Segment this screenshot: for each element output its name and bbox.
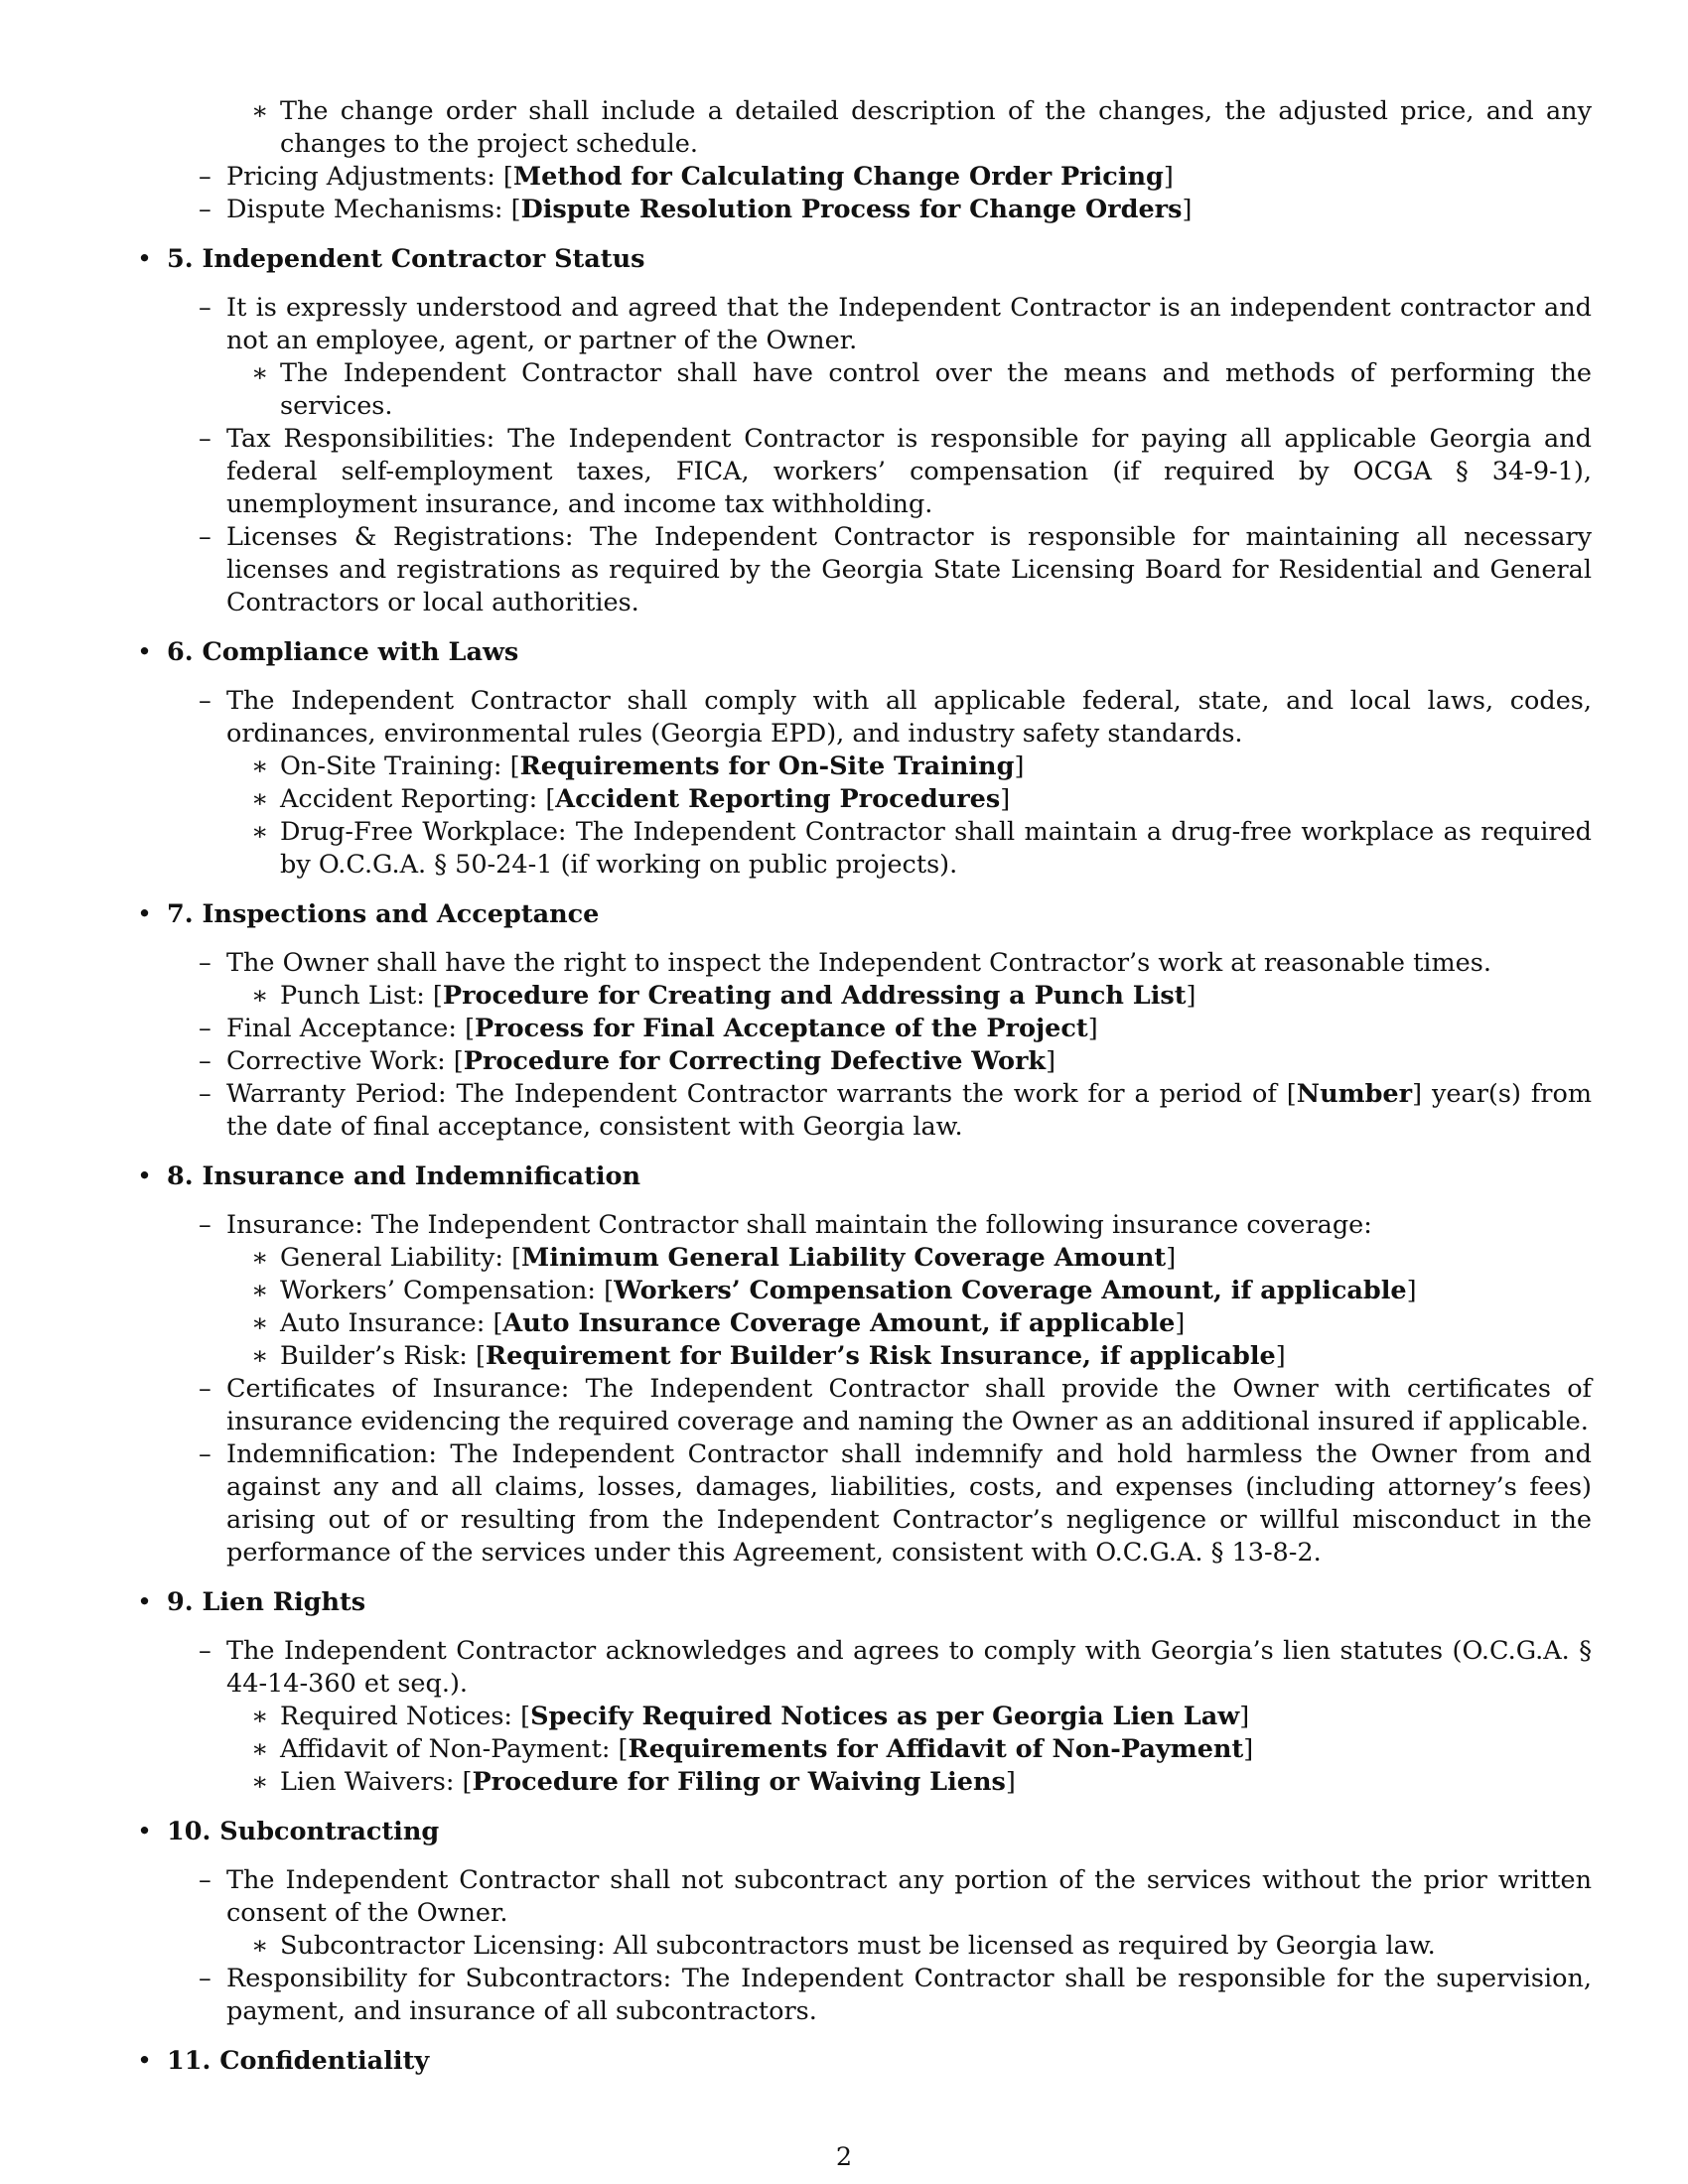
bullet-icon: • — [137, 2046, 153, 2076]
item-text: The Owner shall have the right to inspect the Independent Contractor’s work at reasonable times. — [226, 948, 1491, 978]
sub-item — [137, 1963, 1592, 2028]
item-text: The Independent Contractor shall not subcontract any portion of the services without the prior written consent of the Owner. — [226, 1865, 1592, 1928]
section-heading — [137, 1816, 1592, 1848]
item-label: Corrective Work: — [226, 1046, 446, 1076]
sub-sub-item — [137, 816, 1592, 882]
item-text: Tax Responsibilities: The Independent Contractor is responsible for paying all applicable Georgia and federal self-employment taxes, FICA, workers’ compensation (if required by OCGA § 34-9-1), unemployment insurance, and income tax withholding. — [226, 424, 1592, 519]
section-body — [137, 1635, 1592, 1799]
item-text: The Independent Contractor acknowledges and agrees to comply with Georgia’s lien statutes (O.C.G.A. § 44-14-360 et seq.). — [226, 1636, 1592, 1699]
dash-bullet-icon: – — [199, 1079, 211, 1109]
document-body — [137, 95, 1592, 2094]
item-label: Lien Waivers: — [280, 1767, 455, 1797]
item-label: Workers’ Compensation: — [280, 1276, 596, 1305]
placeholder-field: Auto Insurance Coverage Amount, if applicable — [502, 1308, 1176, 1338]
dash-bullet-icon: – — [199, 1210, 211, 1240]
sub-sub-item: ∗ Auto Insurance: [Auto Insurance Coverage Amount, if applicable] — [251, 1308, 1186, 1338]
bullet-icon: • — [137, 244, 153, 274]
section-title: 7. Inspections and Acceptance — [167, 899, 600, 929]
asterisk-bullet-icon: ∗ — [251, 751, 269, 781]
section-title: 6. Compliance with Laws — [167, 637, 519, 667]
item-text: Indemnification: The Independent Contractor shall indemnify and hold harmless the Owner from and against any and all claims, losses, damages, liabilities, costs, and expenses (including attorney’s fees) arising out of or resulting from the Independent Contractor’s negligence or willful misconduct in the performance of the services under this Agreement, consistent with O.C.G.A. § 13-8-2. — [226, 1439, 1592, 1568]
asterisk-bullet-icon: ∗ — [251, 1308, 269, 1338]
section-heading — [137, 636, 1592, 669]
asterisk-bullet-icon: ∗ — [251, 1767, 269, 1797]
item-text: Licenses & Registrations: The Independent Contractor is responsible for maintaining all necessary licenses and registrations as required by the Georgia State Licensing Board for Residential and General Contractors or local authorities. — [226, 522, 1592, 617]
asterisk-bullet-icon: ∗ — [251, 981, 269, 1011]
section-heading — [137, 243, 1592, 276]
asterisk-bullet-icon: ∗ — [251, 1341, 269, 1371]
placeholder-field: Process for Final Acceptance of the Project — [475, 1014, 1088, 1043]
sub-sub-item — [137, 95, 1592, 161]
item-label: Dispute Mechanisms: — [226, 195, 503, 224]
asterisk-bullet-icon: ∗ — [251, 1243, 269, 1273]
item-text: The Independent Contractor shall comply with all applicable federal, state, and local laws, codes, ordinances, environmental rules (Georgia EPD), and industry safety standards. — [226, 686, 1592, 749]
asterisk-bullet-icon: ∗ — [251, 1702, 269, 1731]
sub-sub-item: ∗ Affidavit of Non-Payment: [Requirements for Affidavit of Non-Payment] — [251, 1734, 1254, 1764]
dash-bullet-icon: – — [199, 424, 211, 454]
item-label: Affidavit of Non-Payment: — [280, 1734, 611, 1764]
placeholder-field: Requirements for On-Site Training — [519, 751, 1015, 781]
sub-sub-item: ∗ Accident Reporting: [Accident Reporting Procedures] — [251, 784, 1011, 814]
sub-item — [137, 1209, 1592, 1242]
sub-sub-item: ∗ Required Notices: [Specify Required Notices as per Georgia Lien Law] — [251, 1702, 1250, 1731]
item-label: Punch List: — [280, 981, 425, 1011]
bullet-icon: • — [137, 637, 153, 667]
item-text: The change order shall include a detailed description of the changes, the adjusted price, and any changes to the project schedule. — [280, 96, 1592, 159]
item-text: Certificates of Insurance: The Independent Contractor shall provide the Owner with certificates of insurance evidencing the required coverage and naming the Owner as an additional insured if applicable. — [226, 1374, 1592, 1436]
section-heading — [137, 1586, 1592, 1619]
placeholder-field: Procedure for Filing or Waiving Liens — [472, 1767, 1006, 1797]
item-label: Builder’s Risk: — [280, 1341, 468, 1371]
asterisk-bullet-icon: ∗ — [251, 817, 269, 847]
dash-bullet-icon: – — [199, 1964, 211, 1993]
section-title: 9. Lien Rights — [167, 1587, 366, 1617]
page-number: 2 — [835, 2142, 853, 2172]
sub-sub-item: ∗ Workers’ Compensation: [Workers’ Compensation Coverage Amount, if applicable] — [251, 1276, 1417, 1305]
item-text: Drug-Free Workplace: The Independent Contractor shall maintain a drug-free workplace as required by O.C.G.A. § 50-24-1 (if working on public projects). — [280, 817, 1592, 880]
section-body — [137, 1864, 1592, 2028]
dash-bullet-icon: – — [199, 162, 211, 192]
sub-item: – Warranty Period: The Independent Contractor warrants the work for a period of [Number] year(s) from the date of final acceptance, consistent with Georgia law. — [199, 1079, 1593, 1142]
sub-item: – Pricing Adjustments: [Method for Calculating Change Order Pricing] — [199, 162, 1174, 192]
sub-item — [137, 947, 1592, 980]
sub-item — [137, 1373, 1592, 1438]
section-body — [137, 947, 1592, 1144]
placeholder-field: Procedure for Creating and Addressing a Punch List — [442, 981, 1187, 1011]
section-heading — [137, 1160, 1592, 1193]
sub-item: – Final Acceptance: [Process for Final Acceptance of the Project] — [199, 1014, 1098, 1043]
asterisk-bullet-icon: ∗ — [251, 96, 269, 126]
asterisk-bullet-icon: ∗ — [251, 358, 269, 388]
sub-sub-item — [137, 357, 1592, 423]
item-text: Responsibility for Subcontractors: The Independent Contractor shall be responsible for the supervision, payment, and insurance of all subcontractors. — [226, 1964, 1592, 2026]
asterisk-bullet-icon: ∗ — [251, 1931, 269, 1961]
bullet-icon: • — [137, 1587, 153, 1617]
sub-item — [137, 1438, 1592, 1570]
bullet-icon: • — [137, 1817, 153, 1846]
sub-item — [137, 292, 1592, 357]
placeholder-field: Accident Reporting Procedures — [555, 784, 1001, 814]
placeholder-field: Workers’ Compensation Coverage Amount, if applicable — [614, 1276, 1407, 1305]
asterisk-bullet-icon: ∗ — [251, 1734, 269, 1764]
placeholder-field: Number — [1296, 1079, 1413, 1109]
dash-bullet-icon: – — [199, 522, 211, 552]
sub-item — [137, 1864, 1592, 1930]
item-text: Subcontractor Licensing: All subcontractors must be licensed as required by Georgia law. — [280, 1931, 1436, 1961]
section-title: 5. Independent Contractor Status — [167, 244, 645, 274]
dash-bullet-icon: – — [199, 195, 211, 224]
placeholder-field: Requirements for Affidavit of Non-Payment — [628, 1734, 1244, 1764]
asterisk-bullet-icon: ∗ — [251, 1276, 269, 1305]
sub-item — [137, 521, 1592, 619]
item-label: Auto Insurance: — [280, 1308, 486, 1338]
sub-item — [137, 1635, 1592, 1701]
sub-item: – Corrective Work: [Procedure for Correcting Defective Work] — [199, 1046, 1056, 1076]
bullet-icon: • — [137, 899, 153, 929]
dash-bullet-icon: – — [199, 1014, 211, 1043]
section-body — [137, 1209, 1592, 1570]
sub-item — [137, 423, 1592, 521]
item-text-after: year(s) from the date of final acceptance, consistent with Georgia law. — [226, 1079, 1593, 1142]
item-label: Pricing Adjustments: — [226, 162, 495, 192]
section-heading — [137, 898, 1592, 931]
item-label: Final Acceptance: — [226, 1014, 457, 1043]
sub-item — [137, 685, 1592, 751]
placeholder-field: Dispute Resolution Process for Change Orders — [520, 195, 1183, 224]
placeholder-field: Method for Calculating Change Order Pricing — [512, 162, 1164, 192]
item-label: General Liability: — [280, 1243, 503, 1273]
dash-bullet-icon: – — [199, 1374, 211, 1404]
dash-bullet-icon: – — [199, 293, 211, 323]
dash-bullet-icon: – — [199, 1865, 211, 1895]
sub-sub-item: ∗ Builder’s Risk: [Requirement for Builder’s Risk Insurance, if applicable] — [251, 1341, 1286, 1371]
dash-bullet-icon: – — [199, 1046, 211, 1076]
asterisk-bullet-icon: ∗ — [251, 784, 269, 814]
section-body — [137, 292, 1592, 619]
section-title: 8. Insurance and Indemnification — [167, 1161, 641, 1191]
placeholder-field: Minimum General Liability Coverage Amount — [521, 1243, 1167, 1273]
placeholder-field: Requirement for Builder’s Risk Insurance, if applicable — [485, 1341, 1276, 1371]
item-label: Required Notices: — [280, 1702, 513, 1731]
section-body — [137, 685, 1592, 882]
sub-sub-item: ∗ On-Site Training: [Requirements for On-Site Training] — [251, 751, 1025, 781]
item-label: Accident Reporting: — [280, 784, 538, 814]
item-label: On-Site Training: — [280, 751, 502, 781]
dash-bullet-icon: – — [199, 1636, 211, 1666]
sub-sub-item: ∗ Punch List: [Procedure for Creating and Addressing a Punch List] — [251, 981, 1196, 1011]
section-title: 11. Confidentiality — [167, 2046, 430, 2076]
dash-bullet-icon: – — [199, 686, 211, 716]
item-text: It is expressly understood and agreed that the Independent Contractor is an independent contractor and not an employee, agent, or partner of the Owner. — [226, 293, 1592, 355]
section-title: 10. Subcontracting — [167, 1817, 440, 1846]
dash-bullet-icon: – — [199, 948, 211, 978]
sub-sub-item: ∗ Lien Waivers: [Procedure for Filing or Waiving Liens] — [251, 1767, 1016, 1797]
continuation-items — [137, 95, 1592, 226]
section-heading — [137, 2045, 1592, 2078]
item-text: The Independent Contractor shall have control over the means and methods of performing the services. — [280, 358, 1592, 421]
bullet-icon: • — [137, 1161, 153, 1191]
sub-sub-item: ∗ General Liability: [Minimum General Liability Coverage Amount] — [251, 1243, 1177, 1273]
sub-item: – Dispute Mechanisms: [Dispute Resolution Process for Change Orders] — [199, 195, 1193, 224]
item-text: Insurance: The Independent Contractor shall maintain the following insurance coverage: — [226, 1210, 1372, 1240]
placeholder-field: Procedure for Correcting Defective Work — [463, 1046, 1047, 1076]
item-label: Warranty Period: The Independent Contractor warrants the work for a period of — [226, 1079, 1277, 1109]
sub-sub-item — [137, 1930, 1592, 1963]
placeholder-field: Specify Required Notices as per Georgia Lien Law — [530, 1702, 1240, 1731]
dash-bullet-icon: – — [199, 1439, 211, 1469]
